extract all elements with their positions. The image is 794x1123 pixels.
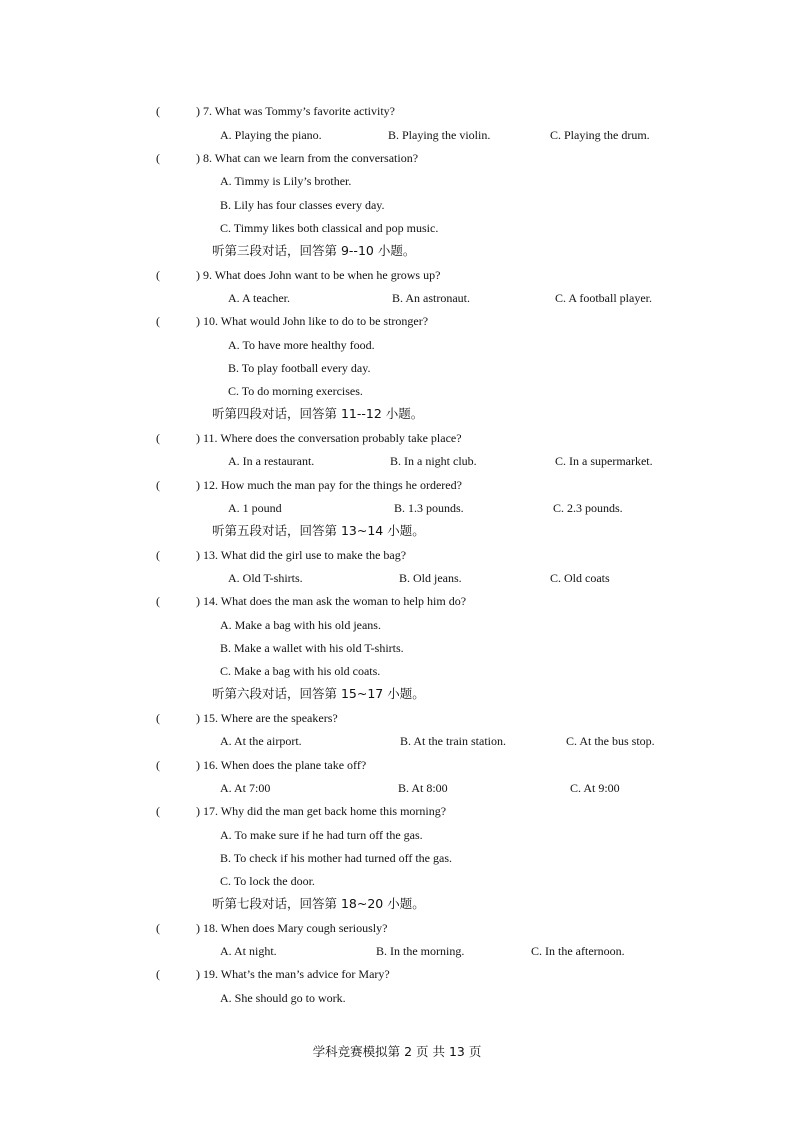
option-b: B. To play football every day. (228, 361, 371, 375)
question-text: ) 8. What can we learn from the conversation? (196, 151, 419, 165)
page-footer: 学科竞赛模拟第 2 页 共 13 页 (312, 1044, 482, 1059)
section-heading-7: 听第七段对话，回答第 18~20 小题。 (212, 896, 425, 911)
answer-paren[interactable]: ( (156, 758, 160, 772)
option-b: B. In a night club. (390, 454, 477, 468)
question-text: ) 17. Why did the man get back home this morning? (196, 804, 447, 818)
option-c: C. To lock the door. (220, 874, 315, 888)
question-text: ) 13. What did the girl use to make the bag? (196, 548, 407, 562)
answer-paren[interactable]: ( (156, 268, 160, 282)
option-c: C. In a supermarket. (555, 454, 653, 468)
question-text: ) 18. When does Mary cough seriously? (196, 921, 388, 935)
question-text: ) 9. What does John want to be when he grows up? (196, 268, 441, 282)
option-a: A. To have more healthy food. (228, 338, 375, 352)
option-a: A. Playing the piano. (220, 128, 322, 142)
option-a: A. At night. (220, 944, 277, 958)
answer-paren[interactable]: ( (156, 478, 160, 492)
answer-paren[interactable]: ( (156, 314, 160, 328)
section-heading-3: 听第三段对话，回答第 9--10 小题。 (212, 243, 416, 258)
question-text: ) 16. When does the plane take off? (196, 758, 367, 772)
option-c: C. Playing the drum. (550, 128, 650, 142)
option-b: B. At 8:00 (398, 781, 448, 795)
option-b: B. Lily has four classes every day. (220, 198, 385, 212)
option-a: A. At the airport. (220, 734, 302, 748)
section-heading-5: 听第五段对话，回答第 13~14 小题。 (212, 523, 425, 538)
option-a: A. Old T-shirts. (228, 571, 303, 585)
option-c: C. A football player. (555, 291, 652, 305)
option-a: A. To make sure if he had turn off the gas. (220, 828, 423, 842)
option-c: C. 2.3 pounds. (553, 501, 623, 515)
option-c: C. To do morning exercises. (228, 384, 363, 398)
option-a: A. She should go to work. (220, 991, 346, 1005)
section-heading-6: 听第六段对话，回答第 15~17 小题。 (212, 686, 425, 701)
option-b: B. At the train station. (400, 734, 506, 748)
option-c: C. Make a bag with his old coats. (220, 664, 381, 678)
answer-paren[interactable]: ( (156, 804, 160, 818)
option-b: B. In the morning. (376, 944, 465, 958)
answer-paren[interactable]: ( (156, 967, 160, 981)
answer-paren[interactable]: ( (156, 921, 160, 935)
option-a: A. 1 pound (228, 501, 282, 515)
question-text: ) 14. What does the man ask the woman to help him do? (196, 594, 467, 608)
option-a: A. Make a bag with his old jeans. (220, 618, 381, 632)
option-b: B. 1.3 pounds. (394, 501, 464, 515)
answer-paren[interactable]: ( (156, 711, 160, 725)
question-text: ) 10. What would John like to do to be stronger? (196, 314, 429, 328)
answer-paren[interactable]: ( (156, 431, 160, 445)
question-text: ) 12. How much the man pay for the things he ordered? (196, 478, 462, 492)
option-b: B. Make a wallet with his old T-shirts. (220, 641, 404, 655)
option-a: A. At 7:00 (220, 781, 271, 795)
option-a: A. Timmy is Lily’s brother. (220, 174, 352, 188)
option-b: B. An astronaut. (392, 291, 470, 305)
question-text: ) 7. What was Tommy’s favorite activity? (196, 104, 396, 118)
answer-paren[interactable]: ( (156, 151, 160, 165)
question-text: ) 19. What’s the man’s advice for Mary? (196, 967, 390, 981)
answer-paren[interactable]: ( (156, 104, 160, 118)
answer-paren[interactable]: ( (156, 548, 160, 562)
option-a: A. In a restaurant. (228, 454, 315, 468)
question-text: ) 11. Where does the conversation probably take place? (196, 431, 462, 445)
question-text: ) 15. Where are the speakers? (196, 711, 338, 725)
section-heading-4: 听第四段对话，回答第 11--12 小题。 (212, 406, 424, 421)
option-c: C. At the bus stop. (566, 734, 655, 748)
option-b: B. To check if his mother had turned off the gas. (220, 851, 452, 865)
option-a: A. A teacher. (228, 291, 290, 305)
option-c: C. At 9:00 (570, 781, 620, 795)
answer-paren[interactable]: ( (156, 594, 160, 608)
option-c: C. In the afternoon. (531, 944, 625, 958)
option-c: C. Timmy likes both classical and pop music. (220, 221, 439, 235)
option-b: B. Old jeans. (399, 571, 462, 585)
option-b: B. Playing the violin. (388, 128, 491, 142)
option-c: C. Old coats (550, 571, 610, 585)
